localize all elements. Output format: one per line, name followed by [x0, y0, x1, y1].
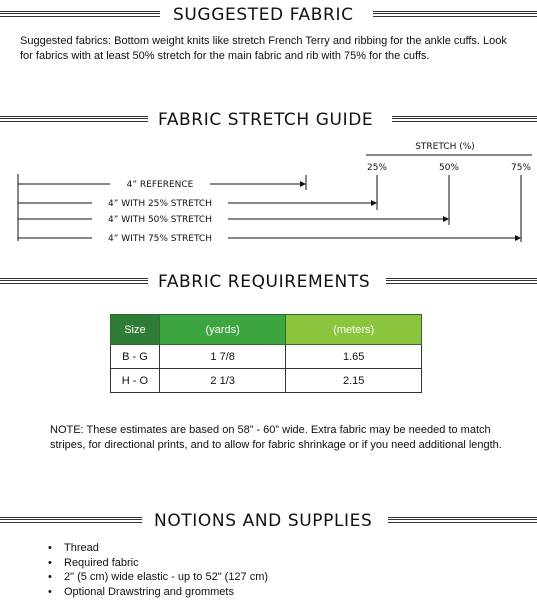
- cell-meters: 1.65: [286, 345, 422, 369]
- section-title: NOTIONS AND SUPPLIES: [154, 511, 373, 531]
- fabric-requirements-table: [110, 314, 422, 393]
- list-item: • Required fabric: [48, 556, 268, 571]
- table-header-row: [111, 315, 422, 345]
- divider-right: [373, 11, 537, 17]
- column-header-yards: (yards): [159, 315, 286, 345]
- list-item: • Thread: [48, 541, 268, 556]
- divider-left: [0, 11, 160, 17]
- row-label-reference: 4” REFERENCE: [126, 180, 194, 190]
- cell-size: H - O: [111, 369, 160, 393]
- divider-left: [0, 517, 142, 523]
- cell-meters: 2.15: [286, 369, 422, 393]
- notions-list: [48, 541, 268, 599]
- cell-yards: 2 1/3: [159, 369, 286, 393]
- divider-left: [0, 116, 148, 122]
- row-label-75: 4” WITH 75% STRETCH: [108, 234, 212, 244]
- table-row: [111, 345, 422, 369]
- row-label-25: 4” WITH 25% STRETCH: [108, 199, 212, 209]
- list-item: • Optional Drawstring and grommets: [48, 585, 268, 600]
- section-header-stretch-guide: [0, 110, 537, 130]
- section-header-suggested-fabric: [0, 5, 537, 25]
- stretch-guide-diagram: [0, 130, 537, 250]
- column-header-meters: (meters): [286, 315, 422, 345]
- stretch-col-50: 50%: [438, 163, 460, 173]
- suggested-fabric-text: Suggested fabrics: Bottom weight knits like stretch French Terry and ribbing for the ankle cuffs. Look for fabrics with at least 50% stretch for the main fabric and rib with 75% for the cuffs.: [20, 35, 507, 62]
- stretch-col-75: 75%: [510, 163, 532, 173]
- row-label-50: 4” WITH 50% STRETCH: [108, 215, 212, 225]
- divider-right: [386, 278, 537, 284]
- requirements-note: NOTE: These estimates are based on 58” - 60” wide. Extra fabric may be needed to match stripes, for directional prints, and to allow for fabric shrinkage or if you need additional length.: [50, 424, 502, 451]
- section-header-notions: [0, 511, 537, 531]
- section-title: FABRIC REQUIREMENTS: [158, 272, 371, 292]
- divider-right: [392, 116, 537, 122]
- stretch-col-25: 25%: [366, 163, 388, 173]
- cell-yards: 1 7/8: [159, 345, 286, 369]
- section-header-requirements: [0, 272, 537, 292]
- list-item: • 2" (5 cm) wide elastic - up to 52" (127 cm): [48, 570, 268, 585]
- column-header-size: Size: [111, 315, 160, 345]
- stretch-header-label: STRETCH (%): [415, 142, 475, 152]
- section-title: SUGGESTED FABRIC: [173, 5, 354, 25]
- divider-right: [388, 517, 537, 523]
- divider-left: [0, 278, 148, 284]
- cell-size: B - G: [111, 345, 160, 369]
- table-row: [111, 369, 422, 393]
- section-title: FABRIC STRETCH GUIDE: [158, 110, 374, 130]
